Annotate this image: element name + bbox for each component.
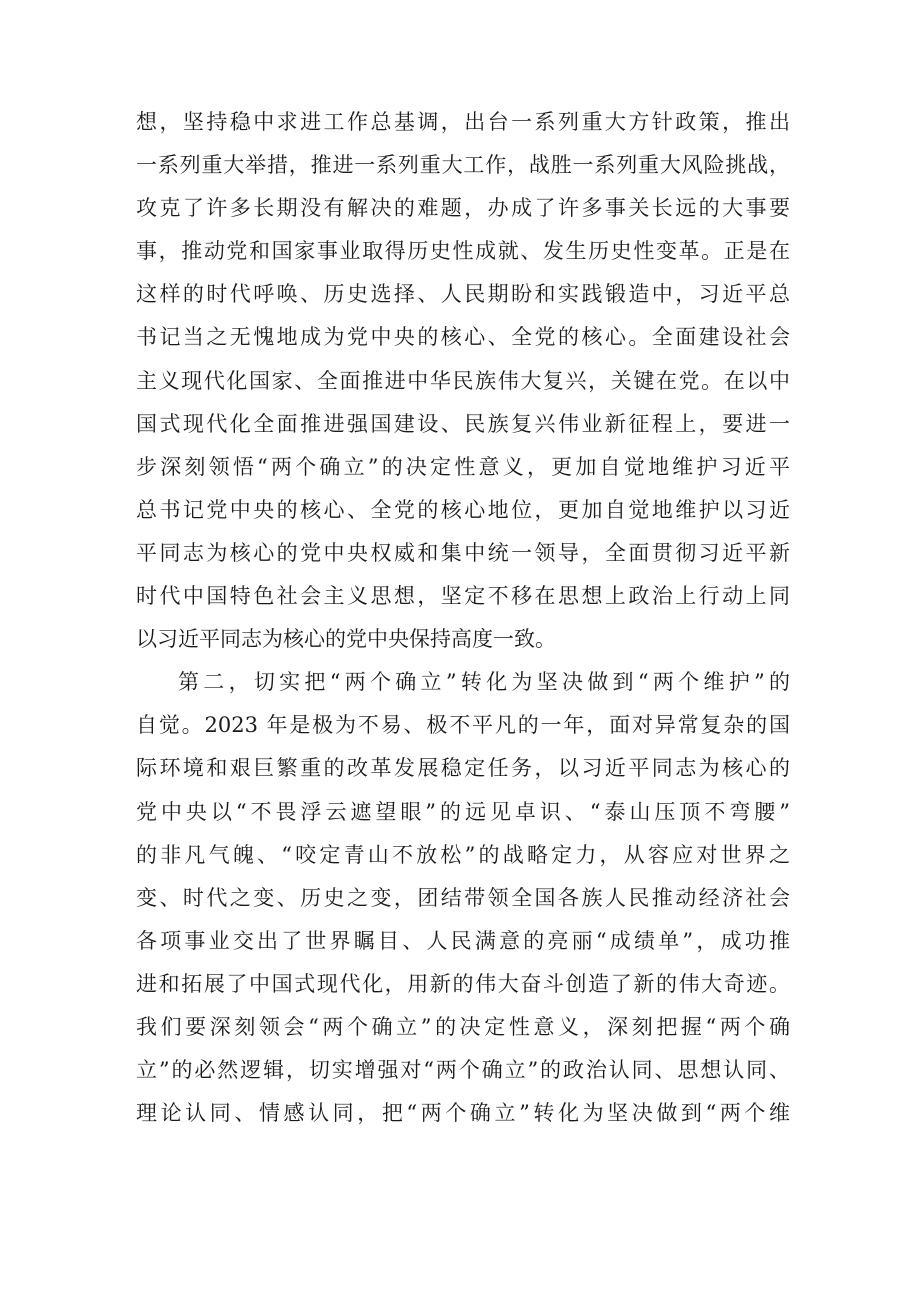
- paragraph-1: [136, 101, 790, 661]
- paragraph-line: 步深刻领悟“两个确立”的决定性意义，更加自觉地维护习近平: [136, 454, 790, 479]
- paragraph-line: 进和拓展了中国式现代化，用新的伟大奋斗创造了新的伟大奇迹。: [136, 971, 790, 996]
- paragraph-line: 立”的必然逻辑，切实增强对“两个确立”的政治认同、思想认同、: [136, 1058, 790, 1083]
- document-body: [136, 101, 790, 1135]
- paragraph-line: 一系列重大举措，推进一系列重大工作，战胜一系列重大风险挑战，: [136, 153, 790, 178]
- paragraph-line: 主义现代化国家、全面推进中华民族伟大复兴，关键在党。在以中: [136, 368, 790, 393]
- paragraph-line: 时代中国特色社会主义思想，坚定不移在思想上政治上行动上同: [136, 584, 790, 609]
- paragraph-line: 理论认同、情感认同，把“两个确立”转化为坚决做到“两个维: [136, 1101, 790, 1126]
- paragraph-line: 以习近平同志为核心的党中央保持高度一致。: [136, 627, 556, 652]
- paragraph-line: 际环境和艰巨繁重的改革发展稳定任务，以习近平同志为核心的: [136, 756, 790, 781]
- paragraph-line: 平同志为核心的党中央权威和集中统一领导，全面贯彻习近平新: [136, 540, 790, 565]
- paragraph-line: 攻克了许多长期没有解决的难题，办成了许多事关长远的大事要: [136, 196, 790, 221]
- paragraph-line: 总书记党中央的核心、全党的核心地位，更加自觉地维护以习近: [136, 497, 790, 522]
- paragraph-2: [136, 661, 790, 1135]
- paragraph-line: 各项事业交出了世界瞩目、人民满意的亮丽“成绩单”，成功推: [136, 928, 790, 953]
- paragraph-line: 的非凡气魄、“咬定青山不放松”的战略定力，从容应对世界之: [136, 842, 790, 867]
- paragraph-line: 变、时代之变、历史之变，团结带领全国各族人民推动经济社会: [136, 885, 790, 910]
- paragraph-line: 事，推动党和国家事业取得历史性成就、发生历史性变革。正是在: [136, 239, 790, 264]
- paragraph-line: 国式现代化全面推进强国建设、民族复兴伟业新征程上，要进一: [136, 411, 790, 436]
- paragraph-line: 党中央以“不畏浮云遮望眼”的远见卓识、“泰山压顶不弯腰”: [136, 799, 790, 824]
- paragraph-line: 书记当之无愧地成为党中央的核心、全党的核心。全面建设社会: [136, 325, 790, 350]
- paragraph-line: 想，坚持稳中求进工作总基调，出台一系列重大方针政策，推出: [136, 110, 790, 134]
- paragraph-line: 我们要深刻领会“两个确立”的决定性意义，深刻把握“两个确: [136, 1014, 790, 1039]
- paragraph-first-line: 第二，切实把“两个确立”转化为坚决做到“两个维护”的: [178, 670, 790, 695]
- paragraph-line: 自觉。2023 年是极为不易、极不平凡的一年，面对异常复杂的国: [136, 713, 790, 738]
- paragraph-line: 这样的时代呼唤、历史选择、人民期盼和实践锻造中，习近平总: [136, 282, 790, 307]
